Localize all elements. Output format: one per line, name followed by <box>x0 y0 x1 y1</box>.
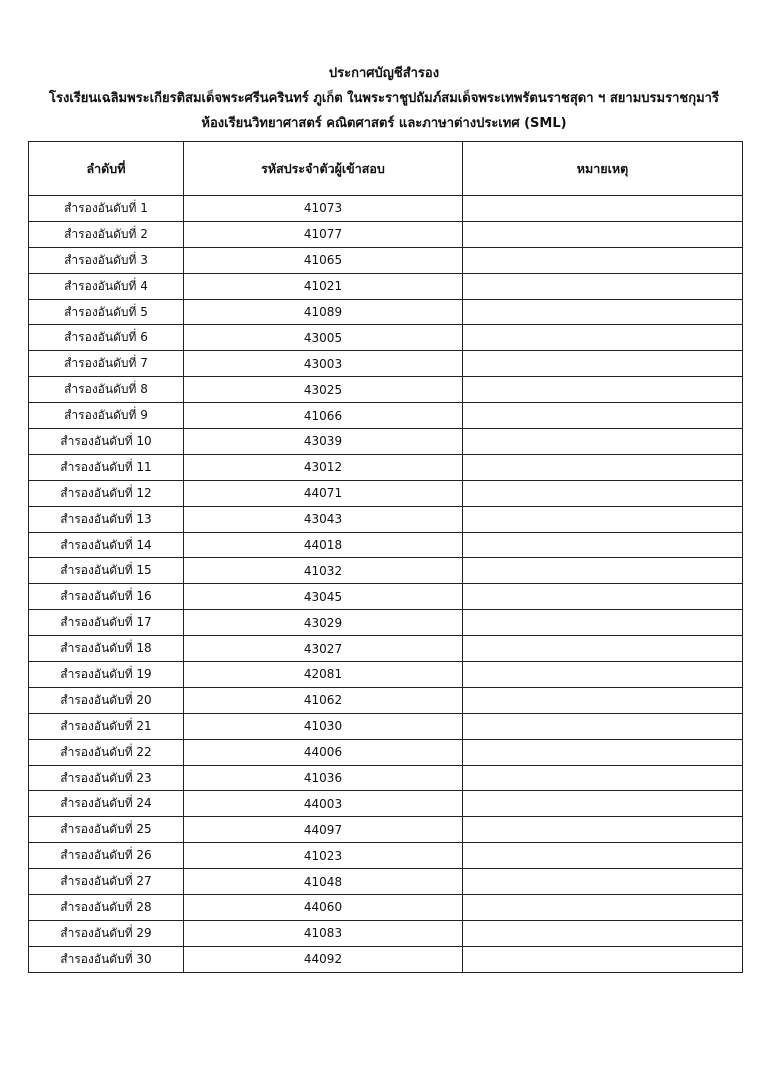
remarks-cell <box>463 791 743 817</box>
rank-cell: สำรองอันดับที่ 22 <box>29 739 184 765</box>
rank-cell: สำรองอันดับที่ 21 <box>29 713 184 739</box>
exam-id-cell: 41077 <box>184 221 463 247</box>
remarks-cell <box>463 869 743 895</box>
exam-id-cell: 43045 <box>184 584 463 610</box>
rank-cell: สำรองอันดับที่ 10 <box>29 429 184 455</box>
remarks-cell <box>463 713 743 739</box>
column-header-rank: ลำดับที่ <box>29 142 184 196</box>
table-row <box>29 869 743 895</box>
column-header-exam-id: รหัสประจำตัวผู้เข้าสอบ <box>184 142 463 196</box>
remarks-cell <box>463 299 743 325</box>
rank-cell: สำรองอันดับที่ 25 <box>29 817 184 843</box>
remarks-cell <box>463 506 743 532</box>
program-name: ห้องเรียนวิทยาศาสตร์ คณิตศาสตร์ และภาษาต่างประเทศ (SML) <box>201 116 567 131</box>
table-row <box>29 273 743 299</box>
exam-id-cell: 44003 <box>184 791 463 817</box>
rank-cell: สำรองอันดับที่ 26 <box>29 843 184 869</box>
remarks-cell <box>463 895 743 921</box>
rank-cell: สำรองอันดับที่ 5 <box>29 299 184 325</box>
exam-id-cell: 43003 <box>184 351 463 377</box>
rank-cell: สำรองอันดับที่ 4 <box>29 273 184 299</box>
rank-cell: สำรองอันดับที่ 2 <box>29 221 184 247</box>
table-row <box>29 687 743 713</box>
remarks-cell <box>463 843 743 869</box>
remarks-cell <box>463 662 743 688</box>
exam-id-cell: 42081 <box>184 662 463 688</box>
remarks-cell <box>463 739 743 765</box>
remarks-cell <box>463 403 743 429</box>
exam-id-cell: 44006 <box>184 739 463 765</box>
table-row <box>29 532 743 558</box>
rank-cell: สำรองอันดับที่ 20 <box>29 687 184 713</box>
remarks-cell <box>463 687 743 713</box>
remarks-cell <box>463 610 743 636</box>
exam-id-cell: 44092 <box>184 946 463 972</box>
table-row <box>29 196 743 222</box>
table-row <box>29 377 743 403</box>
remarks-cell <box>463 584 743 610</box>
table-row <box>29 636 743 662</box>
exam-id-cell: 43027 <box>184 636 463 662</box>
remarks-cell <box>463 325 743 351</box>
table-row <box>29 817 743 843</box>
rank-cell: สำรองอันดับที่ 15 <box>29 558 184 584</box>
rank-cell: สำรองอันดับที่ 11 <box>29 454 184 480</box>
exam-id-cell: 41066 <box>184 403 463 429</box>
exam-id-cell: 43005 <box>184 325 463 351</box>
table-row <box>29 843 743 869</box>
exam-id-cell: 41089 <box>184 299 463 325</box>
exam-id-cell: 43043 <box>184 506 463 532</box>
table-row <box>29 403 743 429</box>
table-row <box>29 454 743 480</box>
remarks-cell <box>463 817 743 843</box>
rank-cell: สำรองอันดับที่ 6 <box>29 325 184 351</box>
remarks-cell <box>463 377 743 403</box>
exam-id-cell: 41023 <box>184 843 463 869</box>
table-row <box>29 662 743 688</box>
exam-id-cell: 41048 <box>184 869 463 895</box>
column-header-remarks: หมายเหตุ <box>463 142 743 196</box>
rank-cell: สำรองอันดับที่ 3 <box>29 247 184 273</box>
table-row <box>29 584 743 610</box>
table-row <box>29 506 743 532</box>
rank-cell: สำรองอันดับที่ 18 <box>29 636 184 662</box>
remarks-cell <box>463 429 743 455</box>
exam-id-cell: 43039 <box>184 429 463 455</box>
table-row <box>29 480 743 506</box>
exam-id-cell: 43012 <box>184 454 463 480</box>
table-row <box>29 713 743 739</box>
remarks-cell <box>463 480 743 506</box>
exam-id-cell: 41073 <box>184 196 463 222</box>
table-row <box>29 739 743 765</box>
table-row <box>29 765 743 791</box>
remarks-cell <box>463 532 743 558</box>
table-row <box>29 221 743 247</box>
announcement-title: ประกาศบัญชีสำรอง <box>328 66 440 81</box>
remarks-cell <box>463 454 743 480</box>
table-row <box>29 791 743 817</box>
table-row <box>29 351 743 377</box>
rank-cell: สำรองอันดับที่ 23 <box>29 765 184 791</box>
exam-id-cell: 41065 <box>184 247 463 273</box>
rank-cell: สำรองอันดับที่ 16 <box>29 584 184 610</box>
rank-cell: สำรองอันดับที่ 17 <box>29 610 184 636</box>
rank-cell: สำรองอันดับที่ 12 <box>29 480 184 506</box>
table-row <box>29 299 743 325</box>
table-row <box>29 920 743 946</box>
remarks-cell <box>463 221 743 247</box>
table-row <box>29 247 743 273</box>
remarks-cell <box>463 558 743 584</box>
table-row <box>29 946 743 972</box>
table-row <box>29 895 743 921</box>
table-row <box>29 610 743 636</box>
rank-cell: สำรองอันดับที่ 27 <box>29 869 184 895</box>
exam-id-cell: 43025 <box>184 377 463 403</box>
rank-cell: สำรองอันดับที่ 24 <box>29 791 184 817</box>
remarks-cell <box>463 273 743 299</box>
rank-cell: สำรองอันดับที่ 14 <box>29 532 184 558</box>
table-row <box>29 429 743 455</box>
rank-cell: สำรองอันดับที่ 1 <box>29 196 184 222</box>
rank-cell: สำรองอันดับที่ 7 <box>29 351 184 377</box>
remarks-cell <box>463 351 743 377</box>
remarks-cell <box>463 946 743 972</box>
rank-cell: สำรองอันดับที่ 19 <box>29 662 184 688</box>
rank-cell: สำรองอันดับที่ 29 <box>29 920 184 946</box>
school-name: โรงเรียนเฉลิมพระเกียรติสมเด็จพระศรีนครินทร์ ภูเก็ต ในพระราชูปถัมภ์สมเด็จพระเทพรัตนราชสุดา ฯ สยามบรมราชกุมารี <box>49 91 719 106</box>
table-row <box>29 325 743 351</box>
rank-cell: สำรองอันดับที่ 9 <box>29 403 184 429</box>
remarks-cell <box>463 765 743 791</box>
rank-cell: สำรองอันดับที่ 30 <box>29 946 184 972</box>
remarks-cell <box>463 247 743 273</box>
table-header-row <box>29 142 743 196</box>
exam-id-cell: 41036 <box>184 765 463 791</box>
remarks-cell <box>463 196 743 222</box>
exam-id-cell: 41083 <box>184 920 463 946</box>
exam-id-cell: 44071 <box>184 480 463 506</box>
exam-id-cell: 43029 <box>184 610 463 636</box>
exam-id-cell: 41030 <box>184 713 463 739</box>
remarks-cell <box>463 920 743 946</box>
exam-id-cell: 44018 <box>184 532 463 558</box>
remarks-cell <box>463 636 743 662</box>
exam-id-cell: 41021 <box>184 273 463 299</box>
exam-id-cell: 41032 <box>184 558 463 584</box>
exam-id-cell: 44097 <box>184 817 463 843</box>
exam-id-cell: 41062 <box>184 687 463 713</box>
rank-cell: สำรองอันดับที่ 8 <box>29 377 184 403</box>
rank-cell: สำรองอันดับที่ 28 <box>29 895 184 921</box>
exam-id-cell: 44060 <box>184 895 463 921</box>
table-row <box>29 558 743 584</box>
reserve-list-table <box>28 141 743 973</box>
rank-cell: สำรองอันดับที่ 13 <box>29 506 184 532</box>
